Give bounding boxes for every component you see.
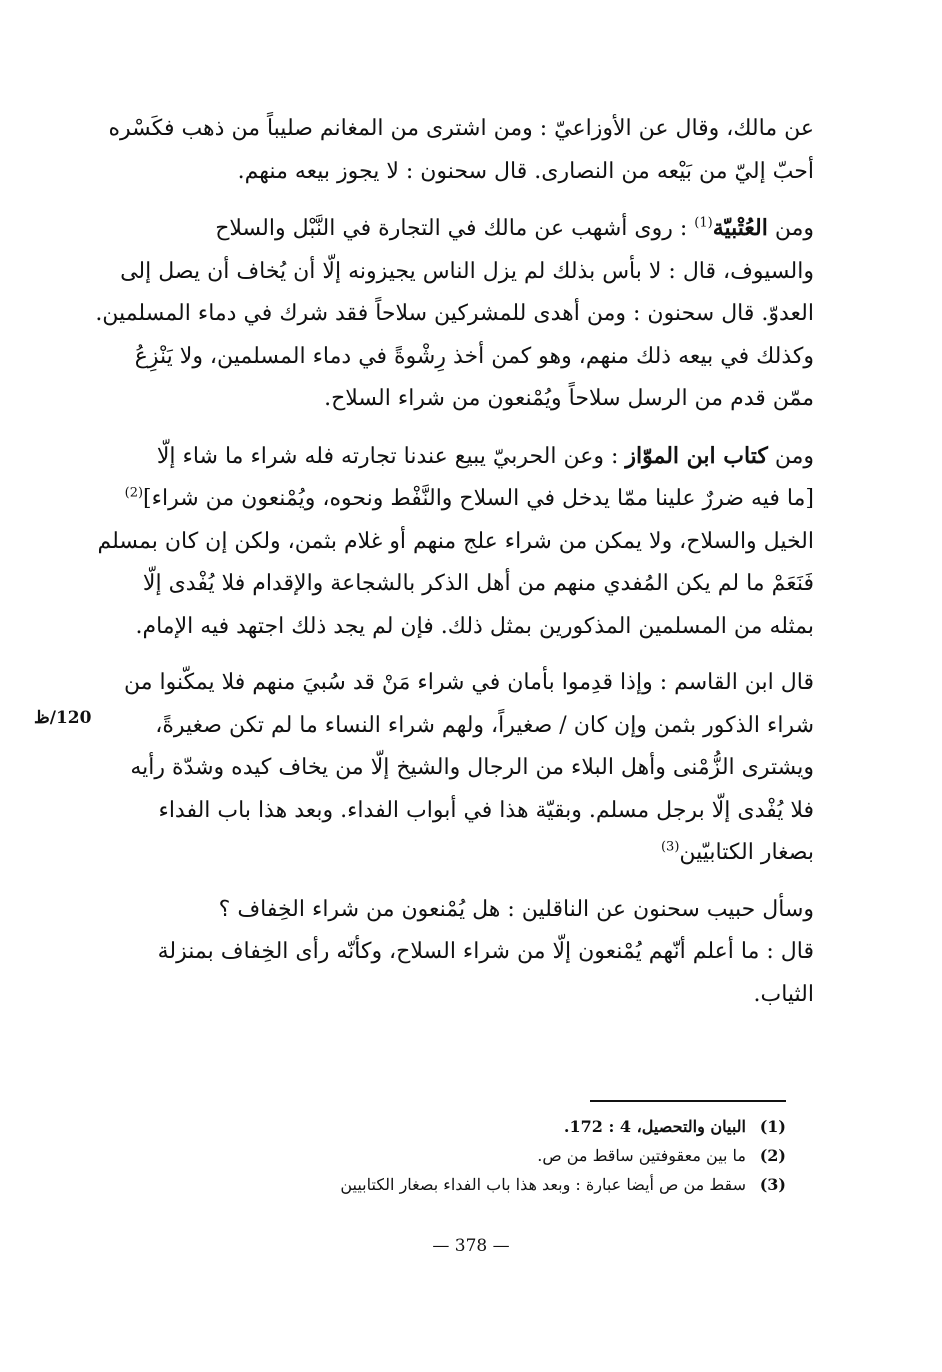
footnote-text: سقط من ص أيضا عبارة : وبعد هذا باب الفداء بصغار الكتابيين: [340, 1175, 746, 1194]
text-line: وكذلك في بيعه ذلك منهم، وهو كمن أخذ رِشْوةً في دماء المسلمين، ولا يَنْزِعُ: [134, 343, 814, 369]
text-line: فَنَعَمْ ما لم يكن المُفدي منهم من أهل الذكر بالشجاعة والإقدام فلا يُفْدى إلّا: [142, 571, 814, 596]
text-line: [120, 478, 814, 521]
text-line: [120, 207, 814, 251]
paragraph: [120, 889, 814, 1017]
text-run: بصغار الكتابيّين: [679, 840, 814, 865]
text-line: [120, 435, 814, 479]
text-run: [ما فيه ضررٌ علينا ممّا يدخل في السلاح والنَّفْط ونحوه، ويُمْنعون من شراء]: [143, 486, 814, 511]
source-title: كتاب ابن الموّاز: [625, 442, 768, 469]
text-line: [120, 832, 814, 875]
text-line: العدوّ. قال سحنون : ومن أهدى للمشركين سلاحاً فقد شرك في دماء المسلمين.: [95, 301, 814, 326]
text-line: فلا يُفْدى إلّا برجل مسلم. وبقيّة هذا في أبواب الفداء. وبعد هذا باب الفداء: [158, 797, 814, 823]
footnote-number: (3): [759, 1175, 786, 1194]
text-run: ومن: [767, 216, 814, 241]
paragraph: [108, 108, 814, 193]
text-run: : وعن الحربيّ يبيع عندنا تجارته فله شراء ما شاء إلّا: [156, 443, 626, 469]
text-line: الثياب.: [753, 981, 814, 1007]
footnote-separator: [590, 1100, 786, 1102]
text-line: ممّن قدم من الرسل سلاحاً ويُمْنعون من شراء السلاح.: [324, 386, 814, 411]
text-line: عن مالك، وقال عن الأوزاعيّ : ومن اشترى من المغانم صليباً من ذهب فكَسْره: [108, 116, 814, 141]
paragraph: [95, 207, 814, 421]
text-line: والسيوف، قال : لا بأس بذلك لم يزل الناس يجيزونه إلّا أن يُخاف أن يصل إلى: [120, 258, 814, 284]
text-line: قال : ما أعلم أنّهم يُمْنعون إلّا من شراء السلاح، وكأنّه رأى الخِفاف بمنزلة: [157, 939, 814, 964]
footnotes: [240, 1112, 786, 1199]
text-line: الخيل والسلاح، ولا يمكن من شراء علج منهم أو غلام بثمن، ولكن إن كان بمسلم: [97, 528, 814, 554]
folio-margin-note: 120/ظ: [34, 708, 92, 728]
footnote-ref: (1): [694, 215, 713, 231]
footnote-ref: (3): [660, 839, 680, 855]
footnote-number: (2): [759, 1146, 786, 1165]
text-line: قال ابن القاسم : وإذا قدِموا بأمان في شراء مَنْ قد سُبيَ منهم فلا يمكّنوا من: [123, 670, 814, 695]
text-line: بمثله من المسلمين المذكورين بمثل ذلك. فإن لم يجد ذلك اجتهد فيه الإمام.: [135, 613, 814, 639]
text-line: وسأل حبيب سحنون عن الناقلين : هل يُمْنعون من شراء الخِفاف ؟: [218, 896, 814, 922]
text-line: شراء الذكور بثمن وإن كان / صغيراً، ولهم شراء النساء ما لم تكن صغيرةً،: [155, 712, 814, 738]
footnote: [240, 1170, 786, 1199]
footnote-ref: (2): [124, 485, 144, 501]
footnote: [240, 1112, 786, 1141]
footnote-text: ما بين معقوفتين ساقط من ص.: [537, 1146, 746, 1165]
footnote-text: البيان والتحصيل، 4 : 172.: [563, 1117, 746, 1136]
text-line: ويشترى الزُّمْنى وأهل البلاء من الرجال والشيخ إلّا من يخاف كيده وشدّة رأيه: [130, 755, 814, 780]
source-title: العُتْبيّة: [712, 215, 768, 241]
footnote: [240, 1141, 786, 1170]
text-run: : روى أشهب عن مالك في التجارة في النَّبْل والسلاح: [215, 216, 695, 241]
paragraph: [120, 662, 814, 875]
footnote-number: (1): [759, 1117, 786, 1136]
text-run: ومن: [767, 443, 814, 469]
text-line: أحبّ إليّ من بَيْعه من النصارى. قال سحنون : لا يجوز بيعه منهم.: [237, 158, 814, 184]
page-number: — 378 —: [432, 1236, 510, 1256]
paragraph: [97, 435, 814, 649]
main-text: [95, 108, 814, 1030]
